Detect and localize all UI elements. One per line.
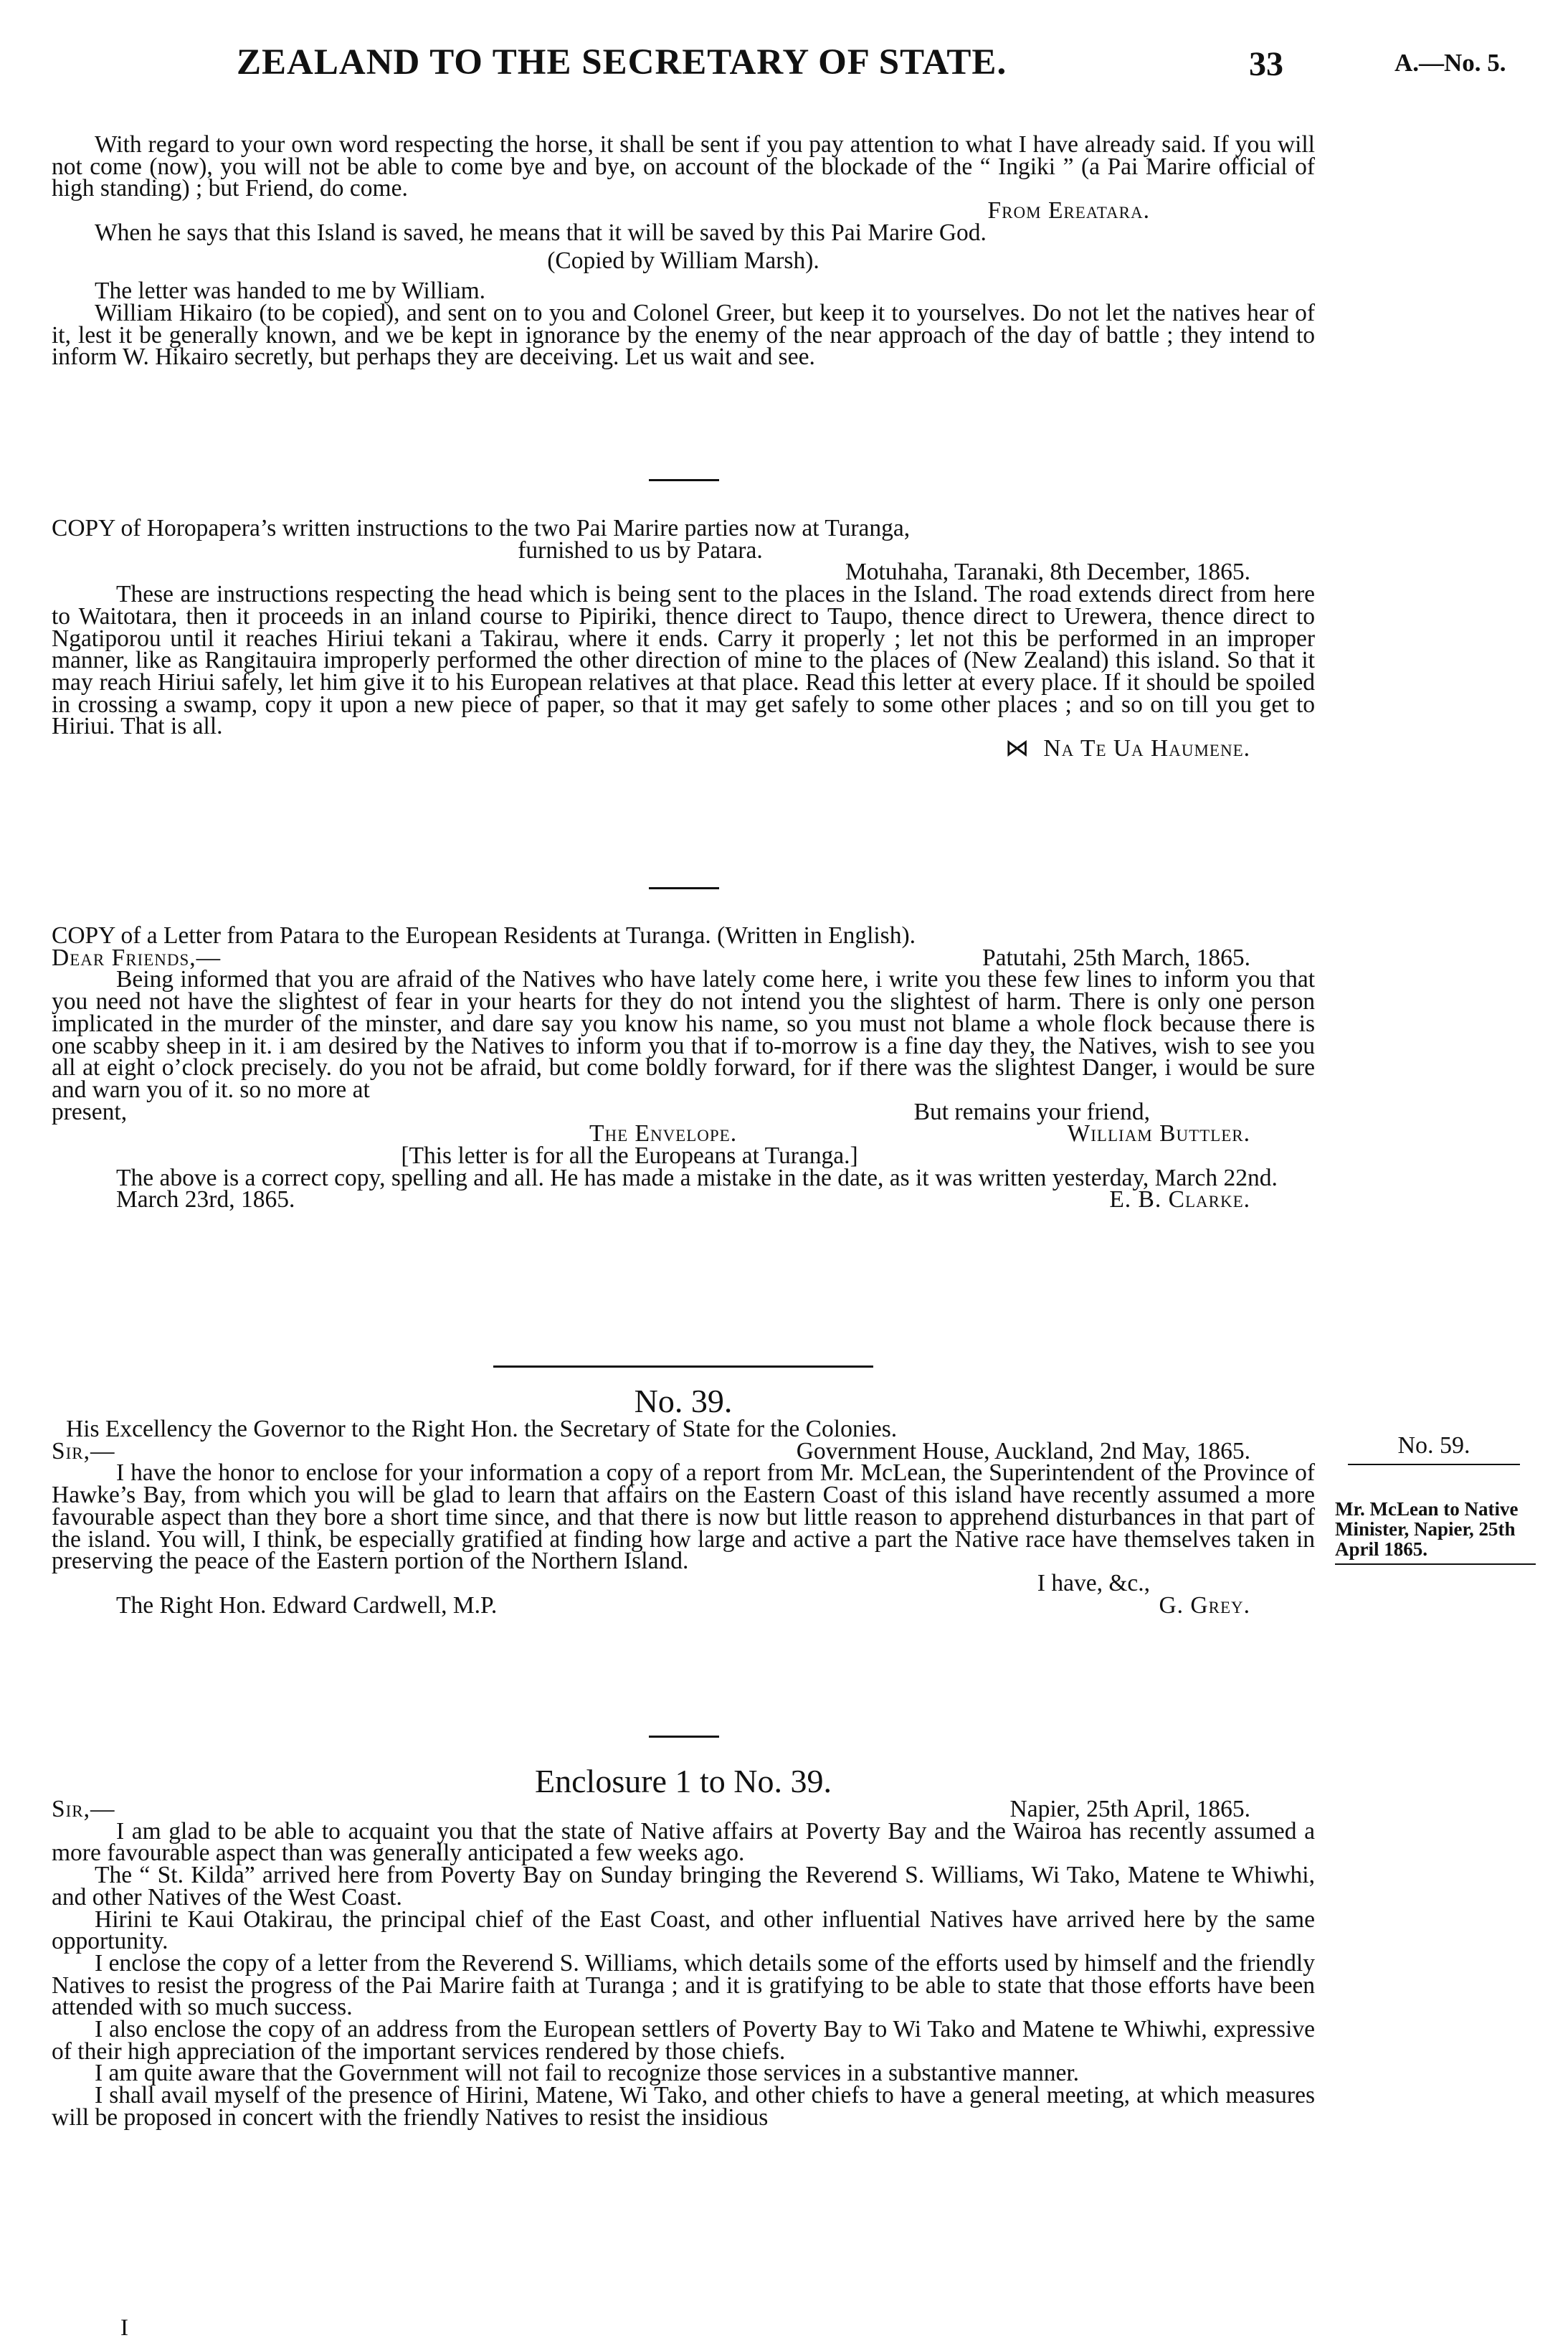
paragraph: William Hikairo (to be copied), and sent on to you and Colonel Greer, but keep it to yourselves. Do not let the natives hear of it, lest it be generally known, and we be kept in ignorance by the enemy of the near approach of the day of battle ; they intend to inform W. Hikairo secretly, but perhaps they are deceiving. Let us wait and see. <box>52 299 1315 371</box>
section-heading-continued: furnished to us by Patara. <box>518 536 763 564</box>
letter-continuation <box>52 131 1315 371</box>
short-divider <box>649 887 719 889</box>
place-date: Motuhaha, Taranaki, 8th December, 1865. <box>845 559 1250 586</box>
closing: I have, &c., <box>1037 1569 1150 1596</box>
despatch-title: No. 39. <box>634 1383 733 1419</box>
signature-mark-icon: ⋈ <box>1004 735 1030 762</box>
instructions-body: These are instructions respecting the head which is being sent to the places in the Island. The road extends direct from here to Waitotara, then it proceeds in an inland course to Pipiriki, thence direct to Taupo, thence direct to Urewera, thence direct to Ngatiporou until it reaches Hiriui tekani a Takirau, where it ends. Carry it properly ; let not this be performed in an improper manner, like as Rangitauira improperly performed the other direction of mine to the places of (New Zealand) this island. So that it may reach Hiriui safely, let him give it to his European relatives at that place. Read this letter at every place. If it should be spoiled in crossing a swamp, copy it upon a new piece of paper, so that it may get safely to some other places ; and so on till you get to Hiriui. That is all. <box>52 581 1315 740</box>
salutation: Sir,— <box>52 1437 115 1464</box>
long-divider <box>493 1365 873 1368</box>
letter-body-end: present, <box>52 1098 128 1125</box>
paragraph: When he says that this Island is saved, he means that it will be saved by this Pai Marire God. <box>95 219 987 246</box>
page-number: 33 <box>1249 45 1283 83</box>
paragraph: The letter was handed to me by William. <box>95 278 486 305</box>
short-divider <box>649 1736 719 1738</box>
section-heading: COPY of Horopapera’s written instructions to the two Pai Marire parties now at Turanga, <box>52 515 911 541</box>
copied-note: (Copied by William Marsh). <box>547 247 819 274</box>
despatch-address: His Excellency the Governor to the Right Hon. the Secretary of State for the Colonies. <box>66 1416 898 1442</box>
salutation: Dear Friends,— <box>52 944 222 971</box>
paragraph: I also enclose the copy of an address from the European settlers of Poverty Bay to Wi Tako and Matene te Whiwhi, expressive of their high appreciation of the important services rendered by those chiefs. <box>52 2016 1315 2065</box>
paragraph: I am glad to be able to acquaint you that the state of Native affairs at Poverty Bay and the Wairoa has recently assumed a more favourable aspect than was generally anticipated a few weeks ago. <box>52 1817 1315 1867</box>
signature: G. Grey. <box>1159 1591 1250 1619</box>
despatch-no-39 <box>52 1384 1315 1617</box>
enclosure-title: Enclosure 1 to No. 39. <box>535 1763 832 1799</box>
letter-body: Being informed that you are afraid of the Natives who have lately come here, i write you these few lines to inform you that you need not have the slightest of fear in your hearts for they do not intend you the slightest of harm. There is only one person implicated in the murder of the minster, and dare say you know his name, so you must not blame a whole flock because there is one scabby sheep in it. i am desired by the Natives to inform you that if to-morrow is a fine day they, the Natives, wish to see you all at eight o’clock precisely. do you not be afraid, but come boldly forward, for if there was the slightest Danger, i would be sure and warn you of it. so no more at <box>52 966 1315 1103</box>
side-note: Mr. McLean to Native Minister, Napier, 25th April 1865. <box>1335 1499 1536 1565</box>
recipient: The Right Hon. Edward Cardwell, M.P. <box>116 1591 498 1619</box>
signature: William Buttler. <box>1067 1120 1250 1147</box>
paragraph: I shall avail myself of the presence of Hirini, Matene, Wi Tako, and other chiefs to have a general meeting, at which measures will be proposed in concert with the friendly Natives to resist the insidious <box>52 2082 1315 2131</box>
paragraph: I enclose the copy of a letter from the Reverend S. Williams, which details some of the efforts used by himself and the friendly Natives to resist the progress of the Pai Marire faith at Turanga ; and it is gratifying to be able to state that those efforts have been attended with so much success. <box>52 1949 1315 2021</box>
date: March 23rd, 1865. <box>116 1186 295 1213</box>
paragraph: With regard to your own word respecting the horse, it shall be sent if you pay attention to what I have already said. If you will not come (now), you will not be able to come bye and bye, on account of the blockade of the “ Ingiki ” (a Pai Marire official of high standing) ; but Friend, do come. <box>52 131 1315 202</box>
short-divider <box>649 479 719 481</box>
side-despatch-number: No. 59. <box>1348 1432 1520 1465</box>
place-date: Government House, Auckland, 2nd May, 1865. <box>796 1437 1250 1464</box>
envelope-label: The Envelope. <box>589 1120 738 1147</box>
closing: But remains your friend, <box>913 1098 1150 1125</box>
signature: Na Te Ua Haumene. <box>1043 735 1250 762</box>
place-date: Napier, 25th April, 1865. <box>1009 1796 1250 1822</box>
paragraph: The “ St. Kilda” arrived here from Poverty Bay on Sunday bringing the Reverend S. Williams, Wi Tako, Matene te Whiwhi, and other Natives of the West Coast. <box>52 1862 1315 1911</box>
place-date: Patutahi, 25th March, 1865. <box>982 944 1250 971</box>
paragraph: Hirini te Kaui Otakirau, the principal chief of the East Coast, and other influential Natives have arrived here by the same opportunity. <box>52 1906 1315 1955</box>
running-header-title: ZEALAND TO THE SECRETARY OF STATE. <box>237 42 1007 82</box>
despatch-body: I have the honor to enclose for your information a copy of a report from Mr. McLean, the Superintendent of the Province of Hawke’s Bay, from which you will be glad to learn that affairs on the Eastern Coast of this island have recently assumed a more favourable aspect than they bore a short time since, and that there is now but little reason to apprehend disturbances in that part of the island. You will, I think, be especially gratified at finding how large and active a part the Native race have themselves taken in preserving the peace of the Eastern portion of the Northern Island. <box>52 1459 1315 1575</box>
enclosure-1 <box>52 1764 1315 2129</box>
remark: The above is a correct copy, spelling and all. He has made a mistake in the date, as it was written yesterday, March 22nd. <box>116 1164 1278 1191</box>
paragraph: I am quite aware that the Government will not fail to recognize those services in a substantive manner. <box>95 2060 1080 2087</box>
document-reference: A.—No. 5. <box>1394 49 1506 77</box>
note: [This letter is for all the Europeans at Turanga.] <box>401 1142 858 1170</box>
signature: E. B. Clarke. <box>1109 1186 1250 1213</box>
letter-sender: From Ereatara. <box>987 197 1150 224</box>
patara-letter <box>52 922 1315 1213</box>
horopapera-instructions <box>52 515 1315 762</box>
section-heading: COPY of a Letter from Patara to the European Residents at Turanga. (Written in English). <box>52 922 916 949</box>
salutation: Sir,— <box>52 1796 115 1822</box>
signature-mark: I <box>120 2315 128 2341</box>
